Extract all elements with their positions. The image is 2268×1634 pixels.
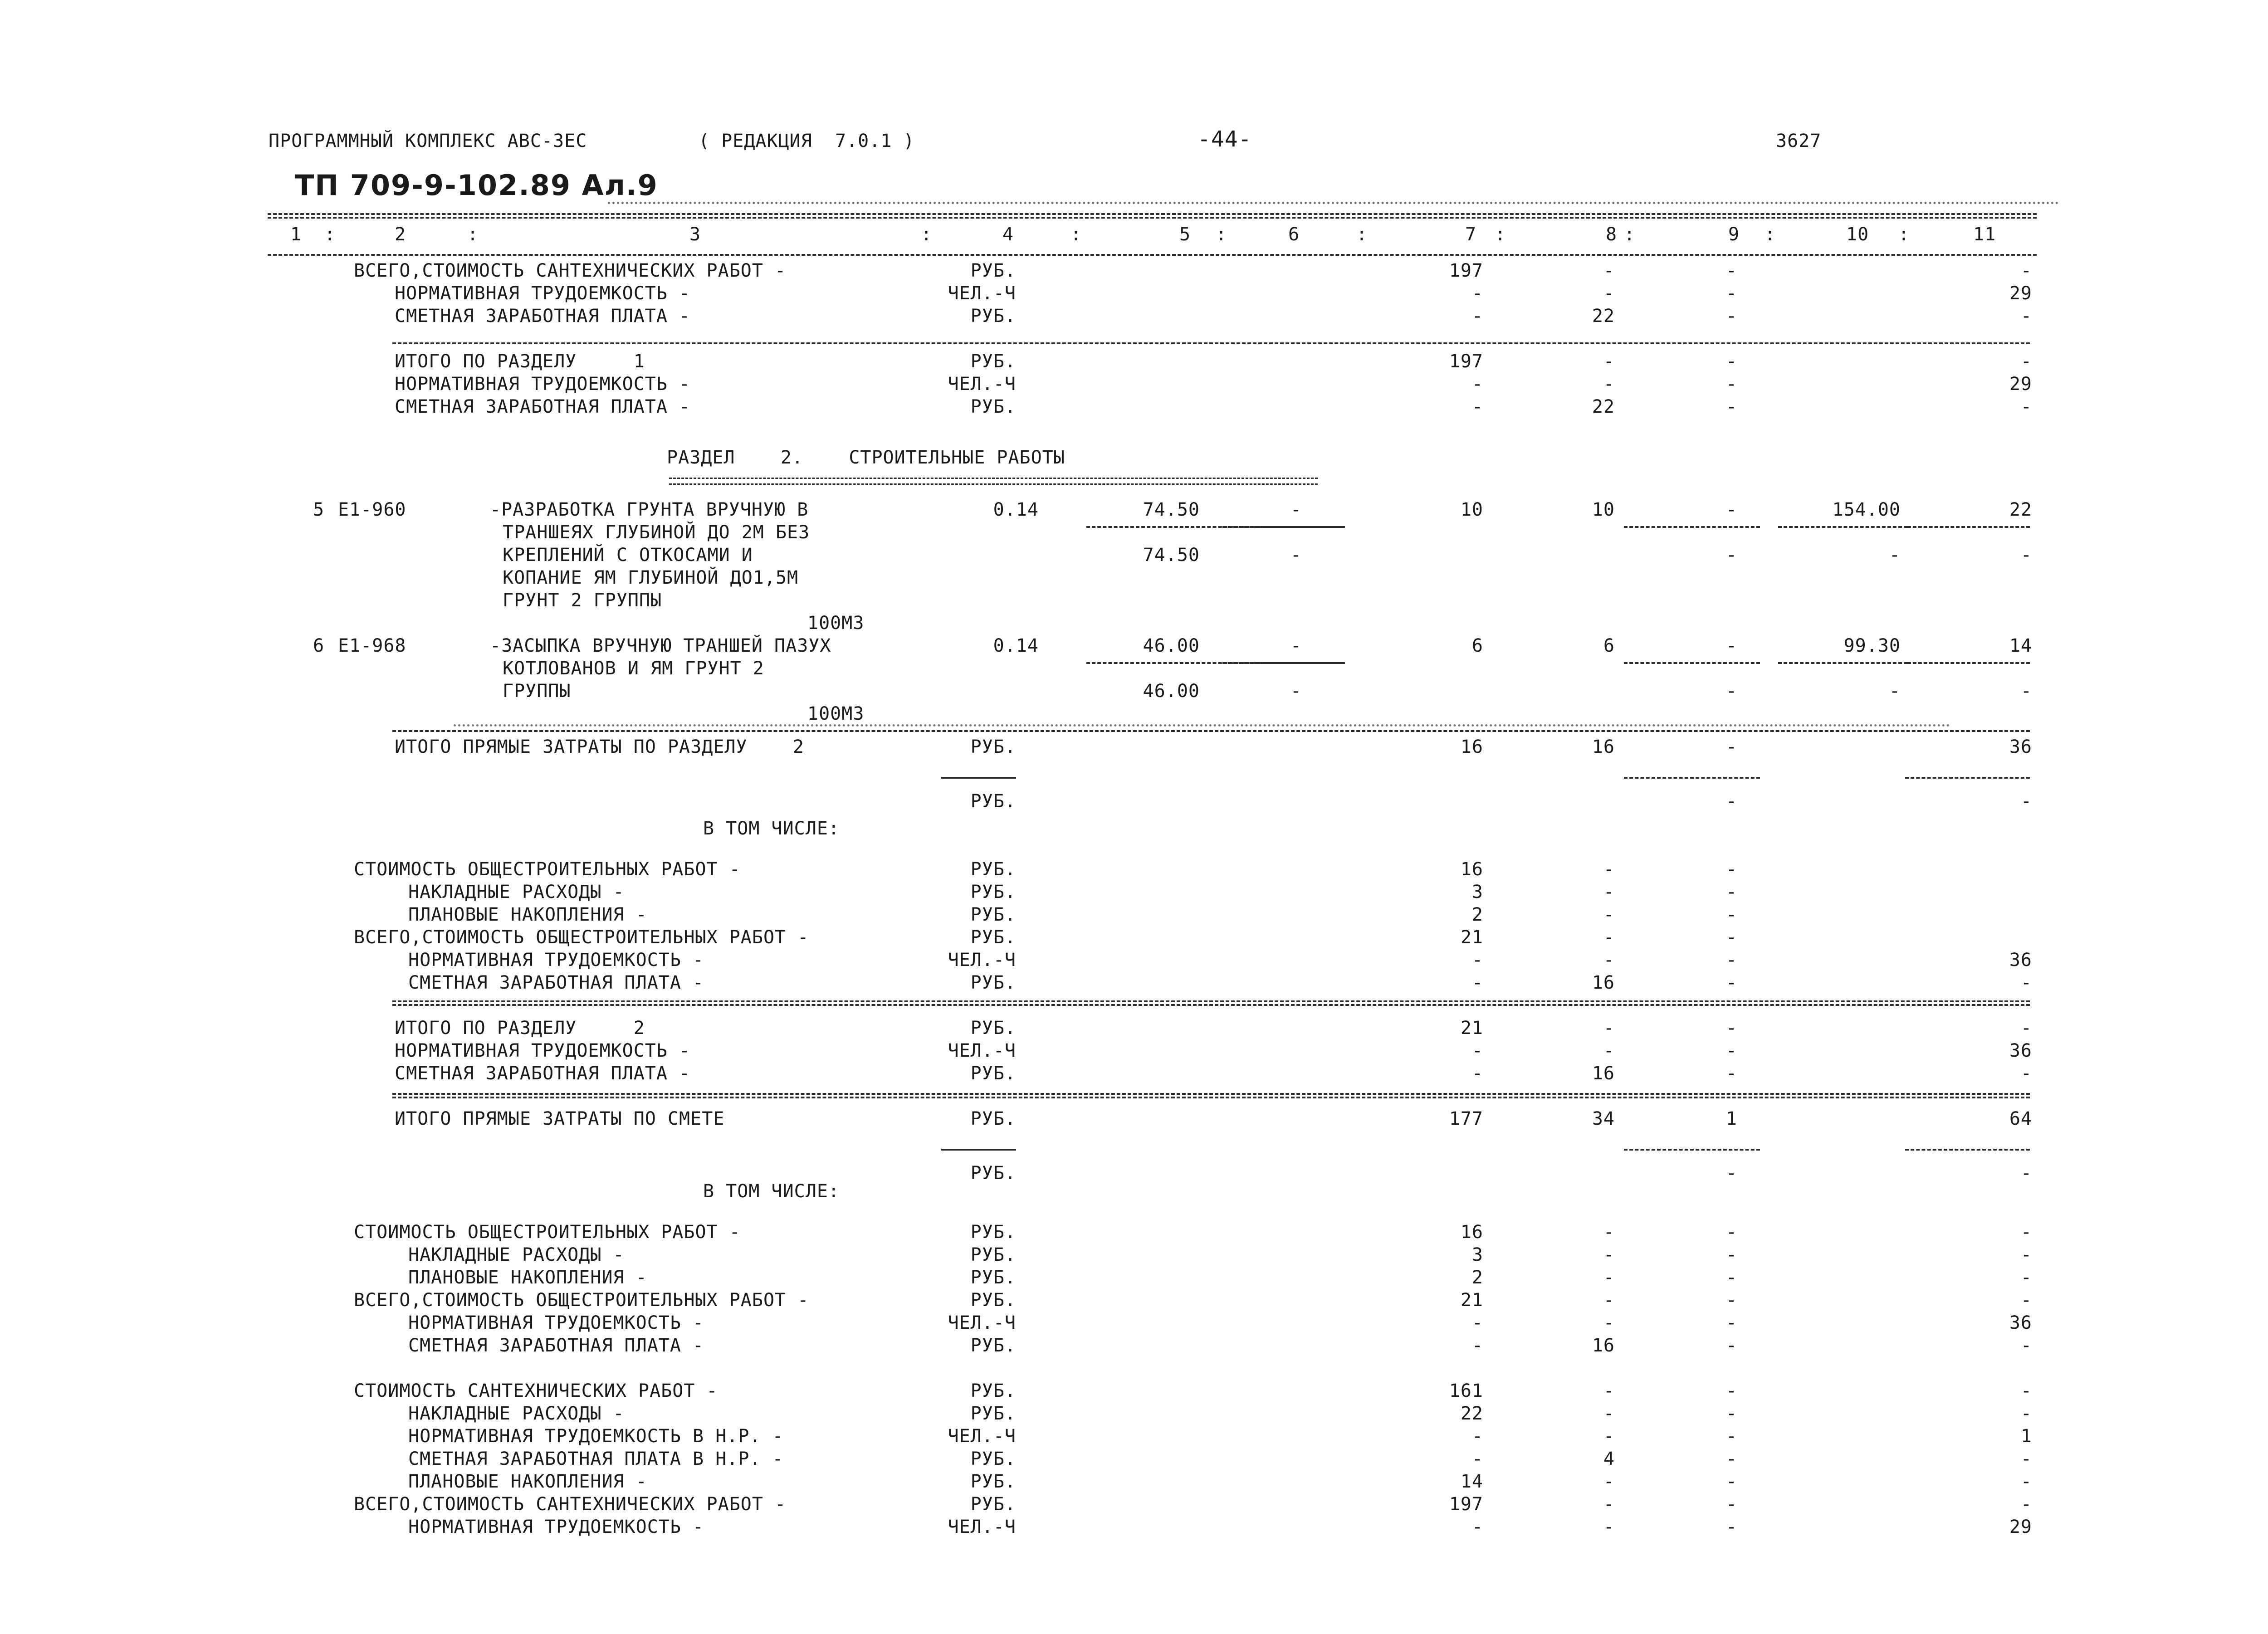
row-col7: 197 <box>1449 1494 1483 1515</box>
row-col8: 4 <box>1603 1449 1615 1469</box>
row-label: ВСЕГО,СТОИМОСТЬ САНТЕХНИЧЕСКИХ РАБОТ - <box>354 1494 787 1515</box>
subtotal-rule <box>1905 1149 2030 1151</box>
row-col8: - <box>1603 927 1615 948</box>
row-col9: 1 <box>1725 1108 1737 1129</box>
row-unit: РУБ. <box>970 1018 1016 1039</box>
row-col8: - <box>1603 1494 1615 1515</box>
section-rule <box>392 1093 2030 1095</box>
row-unit: РУБ. <box>970 859 1016 880</box>
row-col8: 22 <box>1592 306 1615 327</box>
row-col7: 3 <box>1471 1244 1483 1265</box>
column-separator: : <box>1495 224 1506 245</box>
row-col11: 36 <box>2009 1312 2032 1333</box>
row-label: НОРМАТИВНАЯ ТРУДОЕМКОСТЬ - <box>395 283 691 304</box>
row-unit: РУБ. <box>970 306 1016 327</box>
column-separator: : <box>324 224 336 245</box>
row-col11: - <box>2020 972 2032 993</box>
row-col11: - <box>2020 1380 2032 1401</box>
row-col8: - <box>1603 283 1615 304</box>
row-col8: - <box>1603 882 1615 902</box>
section-title-underline <box>669 478 1318 485</box>
row-col7: - <box>1471 950 1483 971</box>
row-unit: РУБ. <box>970 1222 1016 1243</box>
item-subtotal-rule <box>1778 662 1907 664</box>
row-col9: - <box>1725 260 1737 281</box>
row-col8: - <box>1603 1222 1615 1243</box>
row-col7: 197 <box>1449 351 1483 372</box>
item-description-line: -ЗАСЫПКА ВРУЧНУЮ ТРАНШЕЙ ПАЗУХ <box>490 635 831 656</box>
row-col11: - <box>2020 1494 2032 1515</box>
item-col11-sub: - <box>2020 681 2032 702</box>
row-col8: - <box>1603 1040 1615 1061</box>
item-number: 5 <box>313 499 325 520</box>
row-col9: - <box>1725 1517 1737 1537</box>
row-col11: - <box>2020 1244 2032 1265</box>
row-label: НОРМАТИВНАЯ ТРУДОЕМКОСТЬ - <box>408 950 704 971</box>
row-col9: - <box>1725 351 1737 372</box>
column-header-6: 6 <box>1288 224 1300 245</box>
row-col9: - <box>1725 396 1737 417</box>
row-col7: 16 <box>1460 737 1483 757</box>
item-col6-sub: - <box>1290 681 1302 702</box>
row-col7: 21 <box>1460 1290 1483 1311</box>
row-col8: - <box>1603 1290 1615 1311</box>
row-label: НАКЛАДНЫЕ РАСХОДЫ - <box>408 1244 625 1265</box>
column-separator: : <box>1070 224 1082 245</box>
row-label: ИТОГО ПРЯМЫЕ ЗАТРАТЫ ПО РАЗДЕЛУ 2 <box>395 737 804 757</box>
row-label: СМЕТНАЯ ЗАРАБОТНАЯ ПЛАТА - <box>395 306 691 327</box>
column-header-4: 4 <box>1002 224 1014 245</box>
column-separator: : <box>921 224 933 245</box>
row-col7: 2 <box>1471 1267 1483 1288</box>
row-col8: - <box>1603 1517 1615 1537</box>
row-col7: - <box>1471 1063 1483 1084</box>
row-col9: - <box>1725 1471 1737 1492</box>
item-description-line: КОПАНИЕ ЯМ ГЛУБИНОЙ ДО1,5М <box>503 567 799 588</box>
row-label: НОРМАТИВНАЯ ТРУДОЕМКОСТЬ - <box>408 1312 704 1333</box>
row-unit: ЧЕЛ.-Ч <box>948 283 1016 304</box>
row-col9: - <box>1725 904 1737 925</box>
row-col7: - <box>1471 1426 1483 1447</box>
row-label: СТОИМОСТЬ ОБЩЕСТРОИТЕЛЬНЫХ РАБОТ - <box>354 1222 741 1243</box>
row-label: ПЛАНОВЫЕ НАКОПЛЕНИЯ - <box>408 1267 647 1288</box>
item-col5: 74.50 <box>1143 499 1200 520</box>
row-unit: ЧЕЛ.-Ч <box>948 950 1016 971</box>
row-col8: - <box>1603 260 1615 281</box>
row-col9: - <box>1725 1494 1737 1515</box>
item-subtotal-rule <box>1222 662 1345 664</box>
section-rule <box>392 1097 2030 1098</box>
edition-label: ( РЕДАКЦИЯ 7.0.1 ) <box>699 131 915 151</box>
row-label: СМЕТНАЯ ЗАРАБОТНАЯ ПЛАТА В Н.Р. - <box>408 1449 784 1469</box>
row-label: ВСЕГО,СТОИМОСТЬ ОБЩЕСТРОИТЕЛЬНЫХ РАБОТ - <box>354 1290 809 1311</box>
row-label: НОРМАТИВНАЯ ТРУДОЕМКОСТЬ - <box>395 1040 691 1061</box>
row-label: СМЕТНАЯ ЗАРАБОТНАЯ ПЛАТА - <box>395 396 691 417</box>
row-unit: РУБ. <box>970 737 1016 757</box>
row-col8: - <box>1603 374 1615 395</box>
row-unit: РУБ. <box>970 260 1016 281</box>
in-total-label-2: В ТОМ ЧИСЛЕ: <box>703 1181 840 1202</box>
row-unit: РУБ. <box>970 904 1016 925</box>
row-col7: - <box>1471 1335 1483 1356</box>
item-col5: 46.00 <box>1143 635 1200 656</box>
row-col9: - <box>1725 737 1737 757</box>
row-unit: РУБ. <box>970 1403 1016 1424</box>
row-unit: РУБ. <box>970 1108 1016 1129</box>
row-col9: - <box>1725 1290 1737 1311</box>
row-label: СМЕТНАЯ ЗАРАБОТНАЯ ПЛАТА - <box>408 1335 704 1356</box>
row-col8: - <box>1603 904 1615 925</box>
row-label: НОРМАТИВНАЯ ТРУДОЕМКОСТЬ - <box>395 374 691 395</box>
row-col7: 16 <box>1460 859 1483 880</box>
row-unit: ЧЕЛ.-Ч <box>948 374 1016 395</box>
row-col9: - <box>1725 927 1737 948</box>
row-col7: 16 <box>1460 1222 1483 1243</box>
row-unit: РУБ. <box>970 1471 1016 1492</box>
row-col11: - <box>2020 1018 2032 1039</box>
row-col11: 64 <box>2009 1108 2032 1129</box>
row-col7: 3 <box>1471 882 1483 902</box>
column-separator: : <box>1624 224 1636 245</box>
row-unit: РУБ. <box>970 1494 1016 1515</box>
row-col9: - <box>1725 283 1737 304</box>
row-unit: ЧЕЛ.-Ч <box>948 1040 1016 1061</box>
column-header-rule <box>268 254 2037 256</box>
program-title: ПРОГРАММНЫЙ КОМПЛЕКС АВС-3ЕС <box>269 131 587 151</box>
section-rule <box>392 1000 2030 1002</box>
row-col8: - <box>1603 859 1615 880</box>
row-unit: ЧЕЛ.-Ч <box>948 1312 1016 1333</box>
row-unit: РУБ. <box>970 791 1016 812</box>
item-subtotal-rule <box>1907 526 2030 528</box>
row-col7: - <box>1471 306 1483 327</box>
section-rule <box>392 1004 2030 1006</box>
column-header-3: 3 <box>689 224 701 245</box>
row-col7: 22 <box>1460 1403 1483 1424</box>
row-label: НАКЛАДНЫЕ РАСХОДЫ - <box>408 882 625 902</box>
unit-underline <box>941 777 1016 779</box>
handwritten-reference: ТП 709-9-102.89 Ал.9 <box>295 169 658 202</box>
row-col11: - <box>2020 351 2032 372</box>
row-col8: - <box>1603 1244 1615 1265</box>
row-label: СТОИМОСТЬ ОБЩЕСТРОИТЕЛЬНЫХ РАБОТ - <box>354 859 741 880</box>
section-rule <box>392 342 2030 344</box>
row-label: ПЛАНОВЫЕ НАКОПЛЕНИЯ - <box>408 904 647 925</box>
column-separator: : <box>1216 224 1227 245</box>
row-col9: - <box>1725 972 1737 993</box>
row-col7: - <box>1471 1312 1483 1333</box>
item-unit: 100М3 <box>807 613 865 634</box>
row-col7: 2 <box>1471 904 1483 925</box>
table-top-rule-2 <box>268 217 2037 219</box>
item-col11-sub: - <box>2020 545 2032 566</box>
row-unit: РУБ. <box>970 1163 1016 1184</box>
item-subtotal-rule <box>1222 526 1345 528</box>
item-col10-sub: - <box>1889 545 1901 566</box>
column-header-5: 5 <box>1179 224 1191 245</box>
row-label: ПЛАНОВЫЕ НАКОПЛЕНИЯ - <box>408 1471 647 1492</box>
column-header-7: 7 <box>1465 224 1477 245</box>
row-unit: РУБ. <box>970 351 1016 372</box>
row-col8: 16 <box>1592 972 1615 993</box>
row-label: СМЕТНАЯ ЗАРАБОТНАЯ ПЛАТА - <box>395 1063 691 1084</box>
row-col8: - <box>1603 1267 1615 1288</box>
row-label: ИТОГО ПО РАЗДЕЛУ 2 <box>395 1018 645 1039</box>
item-description-line: ГРУППЫ <box>503 681 571 702</box>
item-code: Е1-968 <box>338 635 406 656</box>
row-col9: - <box>1725 1335 1737 1356</box>
row-label: НОРМАТИВНАЯ ТРУДОЕМКОСТЬ В Н.Р. - <box>408 1426 784 1447</box>
item-description-line: ТРАНШЕЯХ ГЛУБИНОЙ ДО 2М БЕЗ <box>503 522 810 543</box>
row-col8: 16 <box>1592 737 1615 757</box>
row-label: НАКЛАДНЫЕ РАСХОДЫ - <box>408 1403 625 1424</box>
column-header-11: 11 <box>1973 224 1996 245</box>
row-unit: РУБ. <box>970 1335 1016 1356</box>
row-label: СМЕТНАЯ ЗАРАБОТНАЯ ПЛАТА - <box>408 972 704 993</box>
item-col5-sub: 46.00 <box>1143 681 1200 702</box>
row-col11: 36 <box>2009 950 2032 971</box>
row-col9: - <box>1725 1426 1737 1447</box>
items-bottom-rule <box>392 730 2030 732</box>
row-col9: - <box>1725 791 1737 812</box>
row-col8: - <box>1603 1426 1615 1447</box>
row-col9: - <box>1725 1018 1737 1039</box>
column-separator: : <box>1898 224 1910 245</box>
item-col8: 10 <box>1592 499 1615 520</box>
row-col9: - <box>1725 374 1737 395</box>
item-col8: 6 <box>1603 635 1615 656</box>
row-col8: - <box>1603 1312 1615 1333</box>
row-col9: - <box>1725 1244 1737 1265</box>
row-col11: 29 <box>2009 1517 2032 1537</box>
row-col7: - <box>1471 972 1483 993</box>
row-col11: - <box>2020 1403 2032 1424</box>
column-separator: : <box>1765 224 1776 245</box>
row-unit: РУБ. <box>970 882 1016 902</box>
subtotal-rule <box>1905 777 2030 779</box>
column-separator: : <box>467 224 479 245</box>
item-description-line: -РАЗРАБОТКА ГРУНТА ВРУЧНУЮ В <box>490 499 809 520</box>
item-col5-sub: 74.50 <box>1143 545 1200 566</box>
row-col11: - <box>2020 1163 2032 1184</box>
row-col11: 29 <box>2009 283 2032 304</box>
row-col7: - <box>1471 283 1483 304</box>
row-col11: - <box>2020 1267 2032 1288</box>
row-col11: - <box>2020 1335 2032 1356</box>
item-subtotal-rule <box>1624 526 1760 528</box>
row-col7: - <box>1471 1040 1483 1061</box>
item-col10: 99.30 <box>1843 635 1901 656</box>
item-col6: - <box>1290 499 1302 520</box>
subtotal-rule <box>1624 777 1760 779</box>
row-label: ИТОГО ПО РАЗДЕЛУ 1 <box>395 351 645 372</box>
item-col7: 6 <box>1471 635 1483 656</box>
item-subtotal-rule <box>1907 662 2030 664</box>
row-col7: - <box>1471 396 1483 417</box>
row-col7: 161 <box>1449 1380 1483 1401</box>
row-col9: - <box>1725 950 1737 971</box>
row-col11: - <box>2020 1290 2032 1311</box>
item-quantity: 0.14 <box>993 635 1039 656</box>
item-col7: 10 <box>1460 499 1483 520</box>
row-unit: РУБ. <box>970 1063 1016 1084</box>
item-subtotal-rule <box>1778 526 1907 528</box>
item-unit: 100М3 <box>807 703 865 724</box>
row-col8: - <box>1603 1018 1615 1039</box>
row-col9: - <box>1725 1267 1737 1288</box>
item-number: 6 <box>313 635 325 656</box>
row-col11: 36 <box>2009 1040 2032 1061</box>
row-col8: 16 <box>1592 1063 1615 1084</box>
row-col11: - <box>2020 1063 2032 1084</box>
row-col11: - <box>2020 260 2032 281</box>
row-col7: 21 <box>1460 1018 1483 1039</box>
row-col8: - <box>1603 1380 1615 1401</box>
row-col11: 1 <box>2020 1426 2032 1447</box>
column-header-10: 10 <box>1846 224 1869 245</box>
row-label: ВСЕГО,СТОИМОСТЬ САНТЕХНИЧЕСКИХ РАБОТ - <box>354 260 787 281</box>
row-unit: РУБ. <box>970 1267 1016 1288</box>
row-col11: - <box>2020 1222 2032 1243</box>
row-unit: РУБ. <box>970 1380 1016 1401</box>
row-col8: - <box>1603 1403 1615 1424</box>
row-col9: - <box>1725 1449 1737 1469</box>
row-col8: 22 <box>1592 396 1615 417</box>
item-col11: 14 <box>2009 635 2032 656</box>
row-col8: 34 <box>1592 1108 1615 1129</box>
row-col11: 36 <box>2009 737 2032 757</box>
unit-underline <box>941 1149 1016 1151</box>
row-col7: 197 <box>1449 260 1483 281</box>
section-title: РАЗДЕЛ 2. СТРОИТЕЛЬНЫЕ РАБОТЫ <box>667 447 1065 468</box>
row-col9: - <box>1725 1163 1737 1184</box>
row-col9: - <box>1725 882 1737 902</box>
item-col6: - <box>1290 635 1302 656</box>
row-col11: - <box>2020 1449 2032 1469</box>
item-quantity: 0.14 <box>993 499 1039 520</box>
row-col8: 16 <box>1592 1335 1615 1356</box>
row-col11: - <box>2020 791 2032 812</box>
row-unit: РУБ. <box>970 927 1016 948</box>
row-col9: - <box>1725 1040 1737 1061</box>
document-number: 3627 <box>1776 131 1822 151</box>
row-col7: 21 <box>1460 927 1483 948</box>
row-col11: - <box>2020 306 2032 327</box>
item-col9-sub: - <box>1725 681 1737 702</box>
row-col8: - <box>1603 1471 1615 1492</box>
subtotal-rule <box>1624 1149 1760 1151</box>
page-number: -44- <box>1198 127 1252 152</box>
row-col7: - <box>1471 1517 1483 1537</box>
in-total-label-1: В ТОМ ЧИСЛЕ: <box>703 818 840 839</box>
row-unit: ЧЕЛ.-Ч <box>948 1426 1016 1447</box>
row-col9: - <box>1725 1222 1737 1243</box>
row-col11: 29 <box>2009 374 2032 395</box>
column-header-8: 8 <box>1606 224 1618 245</box>
dotted-line <box>608 202 2059 204</box>
column-header-1: 1 <box>290 224 302 245</box>
row-unit: РУБ. <box>970 1244 1016 1265</box>
item-description-line: КРЕПЛЕНИЙ С ОТКОСАМИ И <box>503 545 753 566</box>
row-col9: - <box>1725 1403 1737 1424</box>
dotted-line <box>454 724 1950 727</box>
row-label: СТОИМОСТЬ САНТЕХНИЧЕСКИХ РАБОТ - <box>354 1380 718 1401</box>
item-col9: - <box>1725 499 1737 520</box>
item-description-line: ГРУНТ 2 ГРУППЫ <box>503 590 662 611</box>
item-col10-sub: - <box>1889 681 1901 702</box>
row-unit: ЧЕЛ.-Ч <box>948 1517 1016 1537</box>
item-col10: 154.00 <box>1832 499 1901 520</box>
column-header-2: 2 <box>395 224 406 245</box>
item-description-line: КОТЛОВАНОВ И ЯМ ГРУНТ 2 <box>503 658 764 679</box>
row-col9: - <box>1725 306 1737 327</box>
column-header-9: 9 <box>1728 224 1740 245</box>
row-col9: - <box>1725 1312 1737 1333</box>
row-col11: - <box>2020 396 2032 417</box>
column-separator: : <box>1356 224 1368 245</box>
row-unit: РУБ. <box>970 1290 1016 1311</box>
item-col9: - <box>1725 635 1737 656</box>
row-col9: - <box>1725 859 1737 880</box>
row-col9: - <box>1725 1063 1737 1084</box>
row-label: НОРМАТИВНАЯ ТРУДОЕМКОСТЬ - <box>408 1517 704 1537</box>
item-col6-sub: - <box>1290 545 1302 566</box>
row-unit: РУБ. <box>970 1449 1016 1469</box>
row-col7: 177 <box>1449 1108 1483 1129</box>
item-col9-sub: - <box>1725 545 1737 566</box>
row-col7: 14 <box>1460 1471 1483 1492</box>
row-col8: - <box>1603 351 1615 372</box>
row-col11: - <box>2020 1471 2032 1492</box>
row-unit: РУБ. <box>970 972 1016 993</box>
item-code: Е1-960 <box>338 499 406 520</box>
row-col7: - <box>1471 1449 1483 1469</box>
row-col7: - <box>1471 374 1483 395</box>
row-unit: РУБ. <box>970 396 1016 417</box>
row-col8: - <box>1603 950 1615 971</box>
table-top-rule <box>268 213 2037 215</box>
row-label: ИТОГО ПРЯМЫЕ ЗАТРАТЫ ПО СМЕТЕ <box>395 1108 725 1129</box>
item-subtotal-rule <box>1624 662 1760 664</box>
row-col9: - <box>1725 1380 1737 1401</box>
item-col11: 22 <box>2009 499 2032 520</box>
row-label: ВСЕГО,СТОИМОСТЬ ОБЩЕСТРОИТЕЛЬНЫХ РАБОТ - <box>354 927 809 948</box>
